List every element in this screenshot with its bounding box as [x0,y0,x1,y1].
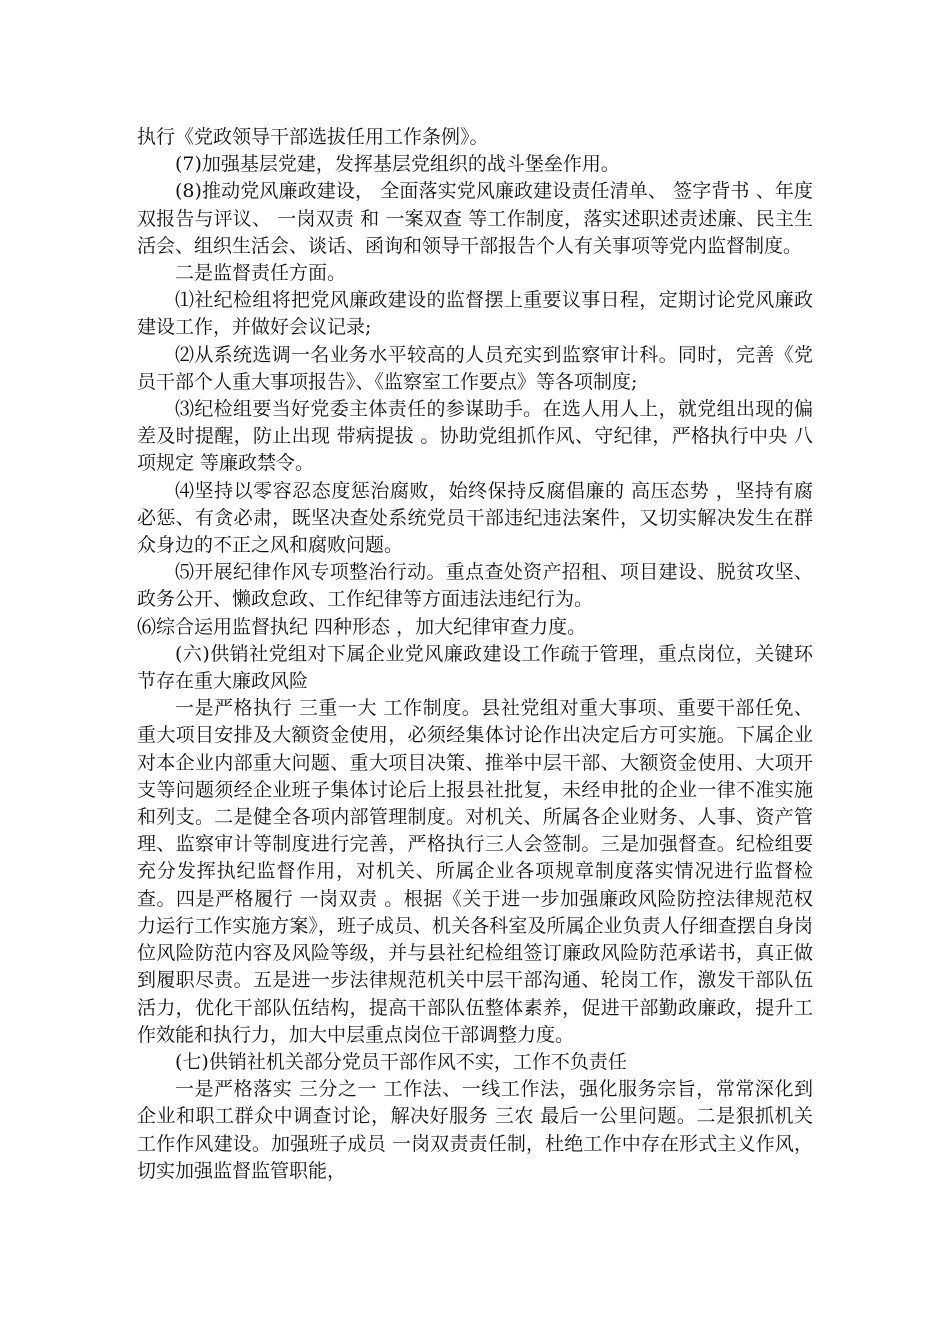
paragraph: ⑸开展纪律作风专项整治行动。重点查处资产招租、项目建设、脱贫攻坚、政务公开、懒政怠政、工作纪律等方面违法违纪行为。 [137,561,813,611]
paragraph: ⑷坚持以零容忍态度惩治腐败，始终保持反腐倡廉的 高压态势 ，坚持有腐必惩、有贪必肃，既坚决查处系统党员干部违纪违法案件，又切实解决发生在群众身边的不正之风和腐败问题。 [137,479,813,557]
paragraph: ⑹综合运用监督执纪 四种形态 ，加大纪律审查力度。 [137,615,587,638]
paragraph: ⑶纪检组要当好党委主体责任的参谋助手。在选人用人上，就党组出现的偏差及时提醒，防止出现 带病提拔 。协助党组抓作风、守纪律，严格执行中央 八项规定 等廉政禁令。 [137,398,813,475]
paragraph: 一是严格落实 三分之一 工作法、一线工作法，强化服务宗旨，常常深化到企业和职工群众中调查讨论，解决好服务 三农 最后一公里问题。二是狠抓机关工作作风建设。加强班子成员 一岗双责责任制，杜绝工作中存在形式主义作风，切实加强监督监管职能， [137,1078,813,1182]
paragraph: 二是监督责任方面。 [175,262,347,285]
paragraph: (8)推动党风廉政建设， 全面落实党风廉政建设责任清单、 签字背书 、年度双报告与评议、 一岗双责 和 一案双查 等工作制度，落实述职述责述廉、民主生活会、组织生活会、谈话、函询和领导干部报告个人有关事项等党内监督制度。 [137,180,813,257]
paragraph: ⑴社纪检组将把党风廉政建设的监督摆上重要议事日程，定期讨论党风廉政建设工作，并做好会议记录; [137,289,813,339]
paragraph: 执行《党政领导干部选拔任用工作条例》。 [137,126,489,148]
section-heading: (六)供销社党组对下属企业党风廉政建设工作疏于管理，重点岗位，关键环节存在重大廉政风险 [137,642,813,693]
section-heading: (七)供销社机关部分党员干部作风不实，工作不负责任 [175,1050,627,1073]
paragraph: 一是严格执行 三重一大 工作制度。县社党组对重大事项、重要干部任免、重大项目安排及大额资金使用，必须经集体讨论作出决定后方可实施。下属企业对本企业内部重大问题、重大项目决策、推举中层干部、大额资金使用、大项开支等问题须经企业班子集体讨论后上报县社批复，未经申批的企业一律不准实施和列支。二是健全各项内部管理制度。对机关、所属各企业财务、人事、资产管理、监察审计等制度进行完善，严格执行三人会签制。三是加强督查。纪检组要充分发挥执纪监督作用，对机关、所属企业各项规章制度落实情况进行监督检查。四是严格履行 一岗双责 。根据《关于进一步加强廉政风险防控法律规范权力运行工作实施方案》，班子成员、机关各科室及所属企业负责人仔细查摆自身岗位风险防范内容及风险等级，并与县社纪检组签订廉政风险防范承诺书，真正做到履职尽责。五是进一步法律规范机关中层干部沟通、轮岗工作，激发干部队伍活力，优化干部队伍结构，提高干部队伍整体素养，促进干部勤政廉政，提升工作效能和执行力，加大中层重点岗位干部调整力度。 [137,697,813,1046]
paragraph: (7)加强基层党建，发挥基层党组织的战斗堡垒作用。 [175,153,620,176]
document-body [137,124,813,1185]
paragraph: ⑵从系统选调一名业务水平较高的人员充实到监察审计科。同时，完善《党员干部个人重大事项报告》、《监察室工作要点》等各项制度; [137,343,813,393]
